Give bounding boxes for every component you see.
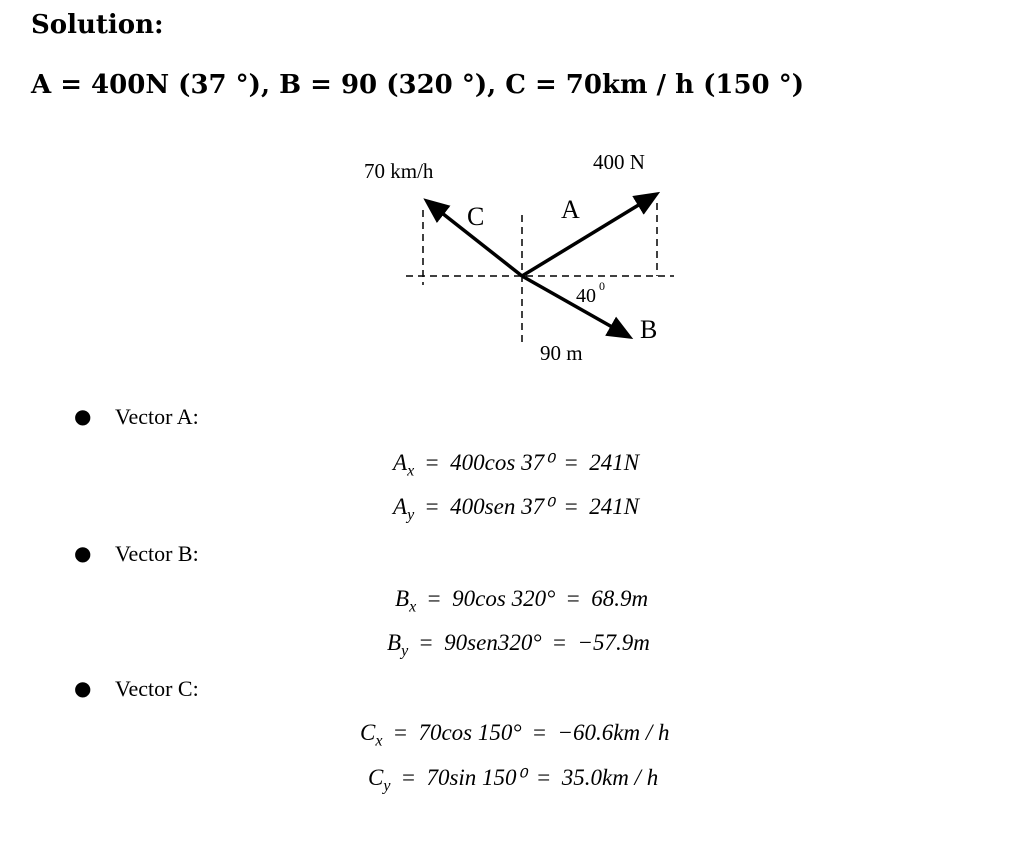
- vector-a-arrow: [522, 195, 655, 276]
- b-label: B: [640, 315, 658, 344]
- vector-diagram: [0, 0, 1022, 400]
- equation-cy: $C_y = 70\sin$ 150⁰ = 35.0km / h: [368, 765, 659, 795]
- dashed-axes: [406, 203, 674, 342]
- section-title-c: Vector C:: [115, 676, 199, 701]
- b-magnitude: 90 m: [540, 341, 583, 365]
- degree-mark: 0: [599, 279, 605, 293]
- c-magnitude: 70 km/h: [364, 159, 434, 183]
- angle-label: 40: [576, 285, 596, 307]
- bullet-icon: ●: [74, 676, 92, 700]
- section-title-b: Vector B:: [115, 541, 199, 566]
- heading: Solution:: [31, 10, 164, 40]
- vector-b-arrow: [522, 276, 628, 336]
- given-vectors: A = 400N (37 °), B = 90 (320 °), C = 70km / h (150 °): [31, 70, 804, 100]
- equation-bx: $B_x = 90\cos$ 320° = 68.9m: [395, 586, 649, 616]
- bullet-icon: ●: [74, 541, 92, 565]
- equation-cx: $C_x = 70\cos$ 150° = −60.6km / h: [360, 720, 670, 750]
- section-title-a: Vector A:: [115, 404, 199, 429]
- equation-ay: $A_y = 400sen$ 37⁰ = 241N: [393, 494, 640, 524]
- equation-by: $B_y = 90sen320^\circ = -57.9m$: [387, 630, 650, 660]
- c-label: C: [467, 202, 485, 231]
- equation-ax: $A_x = 400\cos$ 37⁰ = 241N: [393, 450, 640, 480]
- bullet-icon: ●: [74, 404, 92, 428]
- a-magnitude: 400 N: [593, 150, 645, 174]
- a-label: A: [561, 195, 580, 224]
